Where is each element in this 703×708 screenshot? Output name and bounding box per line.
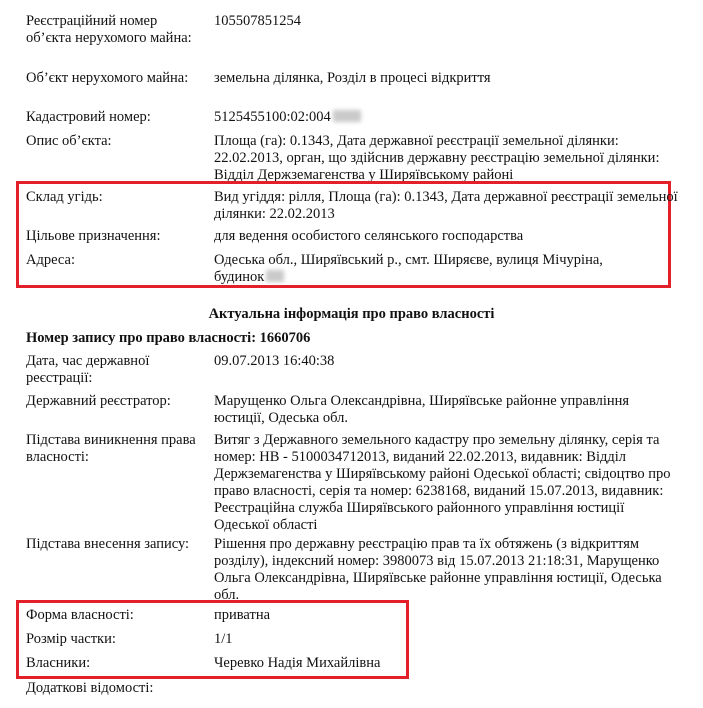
cadastral-number-text: 5125455100:02:004 [214, 109, 331, 125]
field-value: 105507851254 [214, 13, 301, 29]
field-value: 1/1 [214, 631, 233, 647]
field-label: Державний реєстратор: [26, 393, 171, 409]
field-label: Форма власності: [26, 607, 134, 623]
redacted-blur [333, 110, 361, 122]
field-value: Вид угіддя: рілля, Площа (га): 0.1343, Дата державної реєстрації земельної ділянки: 22.02.2013 [214, 189, 678, 222]
field-label: Підстава виникнення права власності: [26, 432, 196, 465]
field-value: для ведення особистого селянського господарства [214, 228, 524, 244]
field-label: Цільове призначення: [26, 228, 161, 244]
field-label: Адреса: [26, 252, 75, 268]
field-value: Витяг з Державного земельного кадастру про земельну ділянку, серія та номер: НВ - 5100034712013, виданий 22.02.2013, видавник: Відділ Держземагенства у Ширяївському районі Одеської області; свідоцтво про право власності, серія та номер: 6238168, виданий 15.07.2013, видавник: Реєстраційна служба Ширяївського районного управління юстиції Одеської області [214, 432, 671, 533]
field-label: Власники: [26, 655, 91, 671]
field-label: Об’єкт нерухомого майна: [26, 70, 189, 86]
field-label: Реєстраційний номер об’єкта нерухомого майна: [26, 13, 192, 46]
field-label: Додаткові відомості: [26, 680, 154, 696]
field-value: Марущенко Ольга Олександрівна, Ширяївське районне управління юстиції, Одеська обл. [214, 393, 630, 426]
field-label: Розмір частки: [26, 631, 116, 647]
field-label: Кадастровий номер: [26, 109, 151, 125]
field-value: Рішення про державну реєстрацію прав та їх обтяжень (з відкриттям розділу), індексний номер: 3980073 від 15.07.2013 21:18:31, Марущенко Ольга Олександрівна, Ширяївське районне управління юстиції, Одеська обл. [214, 536, 662, 603]
field-label: Опис об’єкта: [26, 133, 112, 149]
field-value [214, 109, 682, 126]
field-label: Склад угідь: [26, 189, 103, 205]
redacted-blur [266, 270, 284, 282]
address-text: Одеська обл., Ширяївський р., смт. Ширяєве, вулиця Мічуріна, будинок [214, 252, 603, 285]
field-value: Черевко Надія Михайлівна [214, 655, 381, 671]
field-value [214, 252, 654, 286]
field-label: Дата, час державної реєстрації: [26, 353, 150, 386]
field-label: Підстава внесення запису: [26, 536, 190, 552]
field-value: 09.07.2013 16:40:38 [214, 353, 335, 369]
section-title: Актуальна інформація про право власності [208, 306, 495, 322]
field-value: приватна [214, 607, 271, 623]
field-value: Площа (га): 0.1343, Дата державної реєстрації земельної ділянки: 22.02.2013, орган, що здійснив державну реєстрацію земельної ділянки: Відділ Держземагенства у Ширяївському районі [214, 133, 660, 183]
field-value: земельна ділянка, Розділ в процесі відкриття [214, 70, 491, 86]
record-number: Номер запису про право власності: 1660706 [26, 330, 311, 346]
